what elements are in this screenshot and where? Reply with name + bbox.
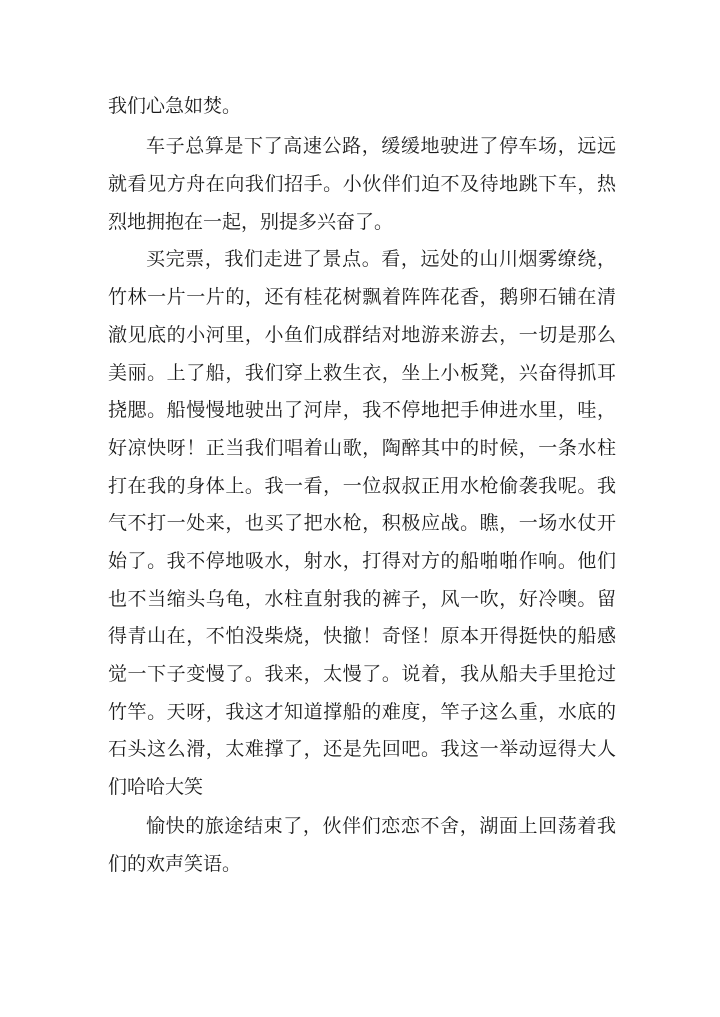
paragraph-3-line-11: 得青山在，不怕没柴烧，快撤！奇怪！原本开得挺快的船感 bbox=[108, 625, 616, 647]
paragraph-3-line-12: 觉一下子变慢了。我来，太慢了。说着，我从船夫手里抢过 bbox=[108, 663, 616, 685]
paragraph-3-line-2: 竹林一片一片的，还有桂花树飘着阵阵花香，鹅卵石铺在清 bbox=[108, 286, 616, 308]
paragraph-2-line-2: 就看见方舟在向我们招手。小伙伴们迫不及待地跳下车，热 bbox=[108, 173, 616, 195]
paragraph-3-line-1: 买完票，我们走进了景点。看，远处的山川烟雾缭绕， bbox=[146, 248, 616, 270]
paragraph-3-line-8: 气不打一处来，也买了把水枪，积极应战。瞧，一场水仗开 bbox=[108, 512, 616, 534]
paragraph-2-line-1: 车子总算是下了高速公路，缓缓地驶进了停车场，远远 bbox=[146, 135, 616, 157]
paragraph-3-line-7: 打在我的身体上。我一看，一位叔叔正用水枪偷袭我呢。我 bbox=[108, 475, 616, 497]
paragraph-3-line-13: 竹竿。天呀，我这才知道撑船的难度，竿子这么重，水底的 bbox=[108, 701, 616, 723]
paragraph-3-line-6: 好凉快呀！正当我们唱着山歌，陶醉其中的时候，一条水柱 bbox=[108, 437, 616, 459]
paragraph-3-line-3: 澈见底的小河里，小鱼们成群结对地游来游去，一切是那么 bbox=[108, 324, 616, 346]
text-line-1: 我们心急如焚。 bbox=[108, 95, 242, 117]
paragraph-3-line-9: 始了。我不停地吸水，射水，打得对方的船啪啪作响。他们 bbox=[108, 550, 616, 572]
paragraph-3-line-14: 石头这么滑，太难撑了，还是先回吧。我这一举动逗得大人 bbox=[108, 738, 616, 760]
paragraph-2-line-3: 烈地拥抱在一起，别提多兴奋了。 bbox=[108, 211, 394, 233]
paragraph-3-line-5: 挠腮。船慢慢地驶出了河岸，我不停地把手伸进水里，哇， bbox=[108, 399, 616, 421]
paragraph-4-line-1: 愉快的旅途结束了，伙伴们恋恋不舍，湖面上回荡着我 bbox=[146, 815, 616, 837]
paragraph-3-line-15: 们哈哈大笑 bbox=[108, 776, 204, 798]
paragraph-3-line-4: 美丽。上了船，我们穿上救生衣，坐上小板凳，兴奋得抓耳 bbox=[108, 362, 616, 384]
paragraph-4-line-2: 们的欢声笑语。 bbox=[108, 853, 242, 875]
paragraph-3-line-10: 也不当缩头乌龟，水柱直射我的裤子，风一吹，好冷噢。留 bbox=[108, 588, 616, 610]
